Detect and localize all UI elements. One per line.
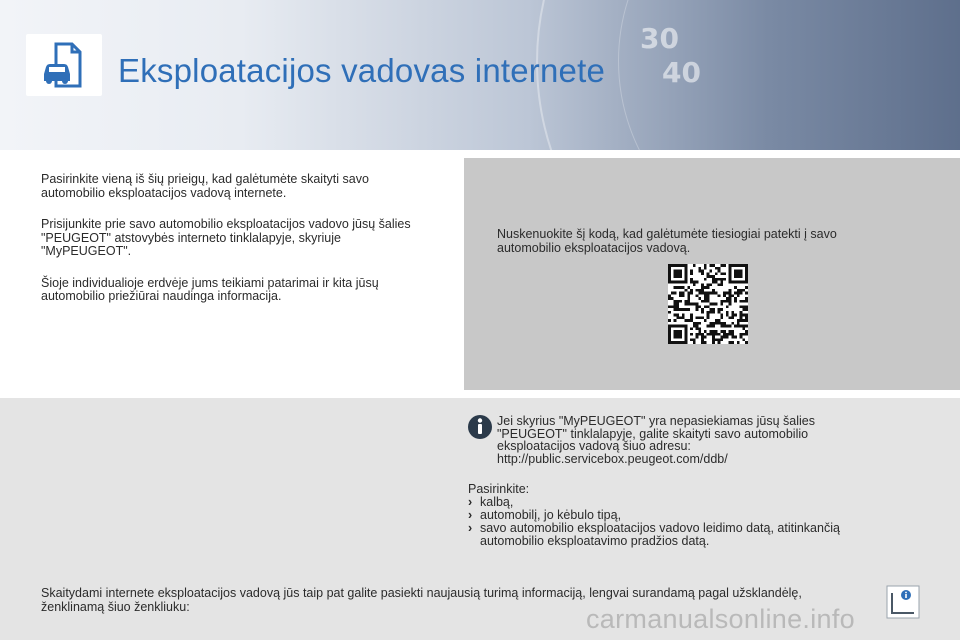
intro-paragraph: Pasirinkite vieną iš šių prieigų, kad galėtumėte skaityti savo automobilio eksploatacijos vadovą internete. [41,172,369,200]
servicebox-url-link[interactable]: http://public.servicebox.peugeot.com/ddb/ [497,451,728,466]
car-document-icon [26,34,102,96]
watermark: carmanualsonline.info [586,604,855,634]
chevron-right-icon: › [468,508,473,522]
page-title: Eksploatacijos vadovas internete [118,52,606,89]
info-line: Jei skyrius "MyPEUGEOT" yra nepasiekiamas jūsų šalies [497,414,815,428]
info-line: "PEUGEOT" tinklalapyje, galite skaityti savo automobilio [497,426,809,441]
dial-number: 40 [662,56,701,89]
header-banner [0,0,960,150]
qr-instruction-text: Nuskenuokite šį kodą, kad galėtumėte tiesiogiai patekti į savo automobilio eksploatacijos vadovą. [497,227,837,255]
select-list [468,496,898,548]
peugeot-site-paragraph: Prisijunkite prie savo automobilio eksploatacijos vadovo jūsų šalies "PEUGEOT" atstovybės interneto tinklalapyje, skyriuje "MyPEUGEOT". [41,217,411,258]
qr-code[interactable] [668,264,748,344]
intro-text-column [41,173,421,322]
personal-space-paragraph: Šioje individualioje erdvėje jums teikiami patarimai ir kita jūsų automobilio priežiūrai naudinga informacija. [41,275,379,303]
select-heading: Pasirinkite: [468,482,530,496]
info-icon [467,414,493,440]
online-manual-badge-icon [886,585,920,619]
chevron-right-icon: › [468,495,473,509]
chevron-right-icon: › [468,521,473,535]
list-item: › automobilį, jo kėbulo tipą, [468,508,622,522]
dial-number: 30 [640,22,679,55]
info-line: eksploatacijos vadovą šiuo adresu: [497,439,691,453]
list-item: › savo automobilio eksploatacijos vadovo leidimo datą, atitinkančią automobilio eksploatavimo pradžios datą. [468,521,840,548]
bottom-note: Skaitydami internete eksploatacijos vadovą jūs taip pat galite pasiekti naujausią turimą informaciją, lengvai surandamą pagal užsklandėlę, ženklinamą šiuo ženkliuku: [41,586,802,614]
list-item: › kalbą, [468,495,514,509]
info-note [497,415,877,465]
